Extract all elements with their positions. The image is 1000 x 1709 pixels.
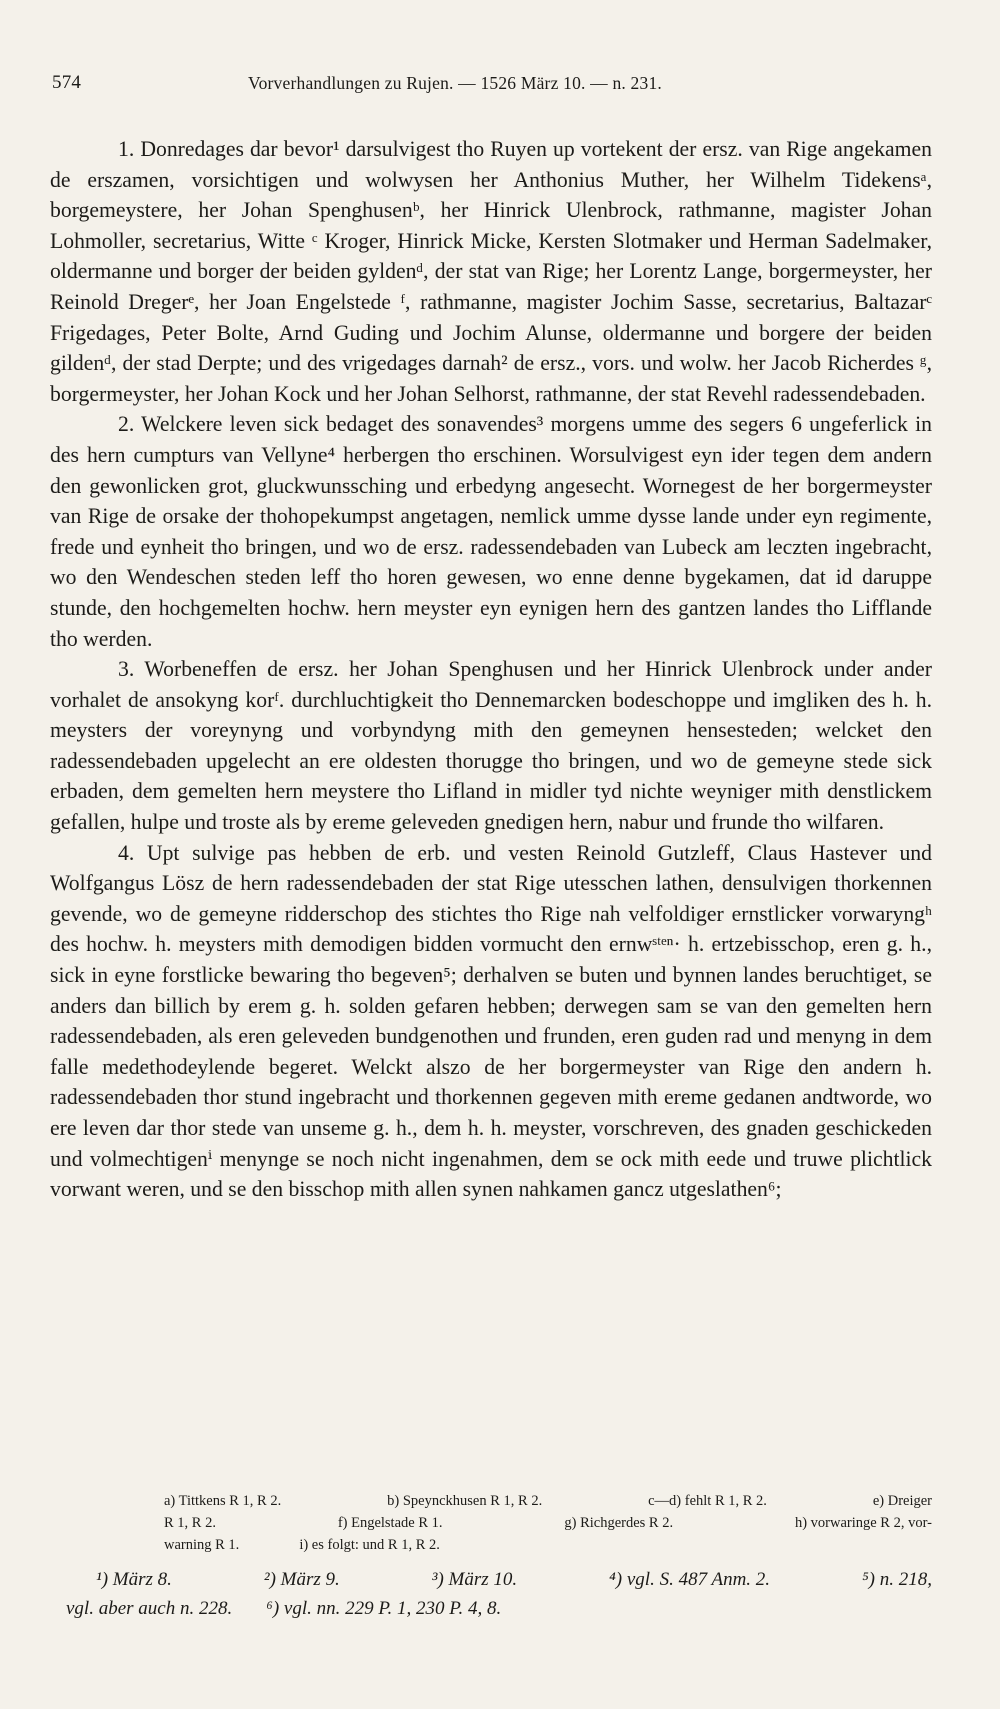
footnote: vgl. aber auch n. 228. <box>66 1598 233 1619</box>
footnote: ⁴) vgl. S. 487 Anm. 2. <box>609 1569 771 1590</box>
footnote-line <box>96 1565 932 1594</box>
textual-note: e) Dreiger <box>872 1493 932 1509</box>
footnotes <box>66 1565 932 1623</box>
textual-note: c—d) fehlt R 1, R 2. <box>648 1493 767 1509</box>
textual-note: f) Engelstade R 1. <box>337 1515 443 1531</box>
textual-notes <box>164 1490 932 1556</box>
textual-note: i) es folgt: und R 1, R 2. <box>299 1537 440 1553</box>
footnote: ²) März 9. <box>263 1569 340 1590</box>
textual-note: g) Richgerdes R 2. <box>564 1515 674 1531</box>
textual-notes-line <box>164 1490 932 1512</box>
footnote: ⁵) n. 218, <box>862 1569 932 1590</box>
footnote: ⁶) vgl. nn. 229 P. 1, 230 P. 4, 8. <box>266 1598 502 1619</box>
paragraph-2: 2. Welckere leven sick bedaget des sonavendes³ morgens umme des segers 6 ungeferlick in des hern cumpturs van Vellyne⁴ herbergen tho erschinen. Worsulvigest eyn ider tegen dem andern den gewonlicken grot, gluckwunssching und erbedyng angesecht. Wornegest de her borgermeyster van Rige de orsake der thohopekumpst angetagen, nemlick umme dysse lande under eyn regimente, frede und eynheit tho bringen, und wo de ersz. radessendebaden van Lubeck am leczten ingebracht, wo den Wendeschen steden leff tho horen gewesen, wo enne denne bygekamen, dat id daruppe stunde, den hochgemelten hochw. hern meyster eyn eynigen hern des gantzen landes tho Lifflande tho werden. <box>50 412 932 651</box>
paragraph-3: 3. Worbeneffen de ersz. her Johan Spenghusen und her Hinrick Ulenbrock under ander vorhalet de ansokyng korᶠ. durchluchtigkeit tho Dennemarcken bodeschoppe und imgliken des h. h. meysters der voreynyng und vorbyndyng mith den gemeynen hensesteden; welcket den radessendebaden upgelecht an ere oldesten thorugge tho bringen, und wo de gemeyne stede sick erbaden, dem gemelten hern meystere tho Lifland in midler tyd nichte weyniger mith denstlickem gefallen, hulpe und troste als by ereme geleveden gnedigen hern, nabur und frunde tho wilfaren. <box>50 657 932 835</box>
page-number: 574 <box>52 72 82 93</box>
textual-note: b) Speynckhusen R 1, R 2. <box>387 1493 543 1509</box>
textual-note: a) Tittkens R 1, R 2. <box>164 1493 282 1509</box>
textual-note: R 1, R 2. <box>164 1515 216 1531</box>
running-title: Vorverhandlungen zu Rujen. — 1526 März 10. — n. 231. <box>248 73 662 93</box>
paragraph-4: 4. Upt sulvige pas hebben de erb. und vesten Reinold Gutzleff, Claus Hastever und Wolfgangus Lösz de hern radessendebaden der stat Rige utesschen lathen, densulvigen thorkennen gevende, wo de gemeyne ridderschop des stichtes tho Rige nah velfoldiger ernstlicker vorwaryngʰ des hochw. h. meysters mith demodigen bidden vormucht den ernwˢᵗᵉⁿ· h. ertzebisschop, eren g. h., sick in eyne forstlicke bewaring tho begeven⁵; derhalven se buten und bynnen landes beruchtiget, se anders dan billich by erem g. h. solden gefaren hebben; derwegen sam se van den gemelten hern radessendebaden, als eren geleveden bundgenothen und frunden, eren guden rad und menyng in dem falle medethodeylende begeret. Welckt alszo de her borgermeyster van Rige den andern h. radessendebaden thor stund ingebracht und thorkennen gegeven mith ereme gedanen andtworde, wo ere leven dar thor stede van unseme g. h., dem h. h. meyster, vorschreven, des gnaden geschickeden und volmechtigenⁱ menynge se noch nicht ingenahmen, dem se ock mith eede und truwe plichtlick vorwant weren, und se den bisschop mith allen synen nahkamen gancz utgeslathen⁶; <box>50 840 932 1202</box>
textual-notes-line <box>164 1512 932 1534</box>
main-text <box>50 134 932 1205</box>
footnote: ¹) März 8. <box>96 1569 172 1590</box>
textual-note: warning R 1. <box>164 1537 240 1553</box>
textual-notes-line <box>164 1534 932 1556</box>
footnote: ³) März 10. <box>431 1569 518 1590</box>
textual-note: h) vorwaringe R 2, vor- <box>794 1515 932 1531</box>
paragraph-1: 1. Donredages dar bevor¹ darsulvigest tho Ruyen up vortekent der ersz. van Rige angekamen de erszamen, vorsichtigen und wolwysen her Anthonius Muther, her Wilhelm Tidekensᵃ, borgemeystere, her Johan Spenghusenᵇ, her Hinrick Ulenbrock, rathmanne, magister Johan Lohmoller, secretarius, Witte ᶜ Kroger, Hinrick Micke, Kersten Slotmaker und Herman Sadelmaker, oldermanne und borger der beiden gyldenᵈ, der stat van Rige; her Lorentz Lange, borgermeyster, her Reinold Dregerᵉ, her Joan Engelstede ᶠ, rathmanne, magister Jochim Sasse, secretarius, Baltazarᶜ Frigedages, Peter Bolte, Arnd Guding und Jochim Alunse, oldermanne und borgere der beiden gildenᵈ, der stad Derpte; und des vrigedages darnah² de ersz., vors. und wolw. her Jacob Richerdes ᵍ, borgermeyster, her Johan Kock und her Johan Selhorst, rathmanne, der stat Revehl radessendebaden. <box>50 137 932 406</box>
footnote-line <box>66 1594 932 1623</box>
